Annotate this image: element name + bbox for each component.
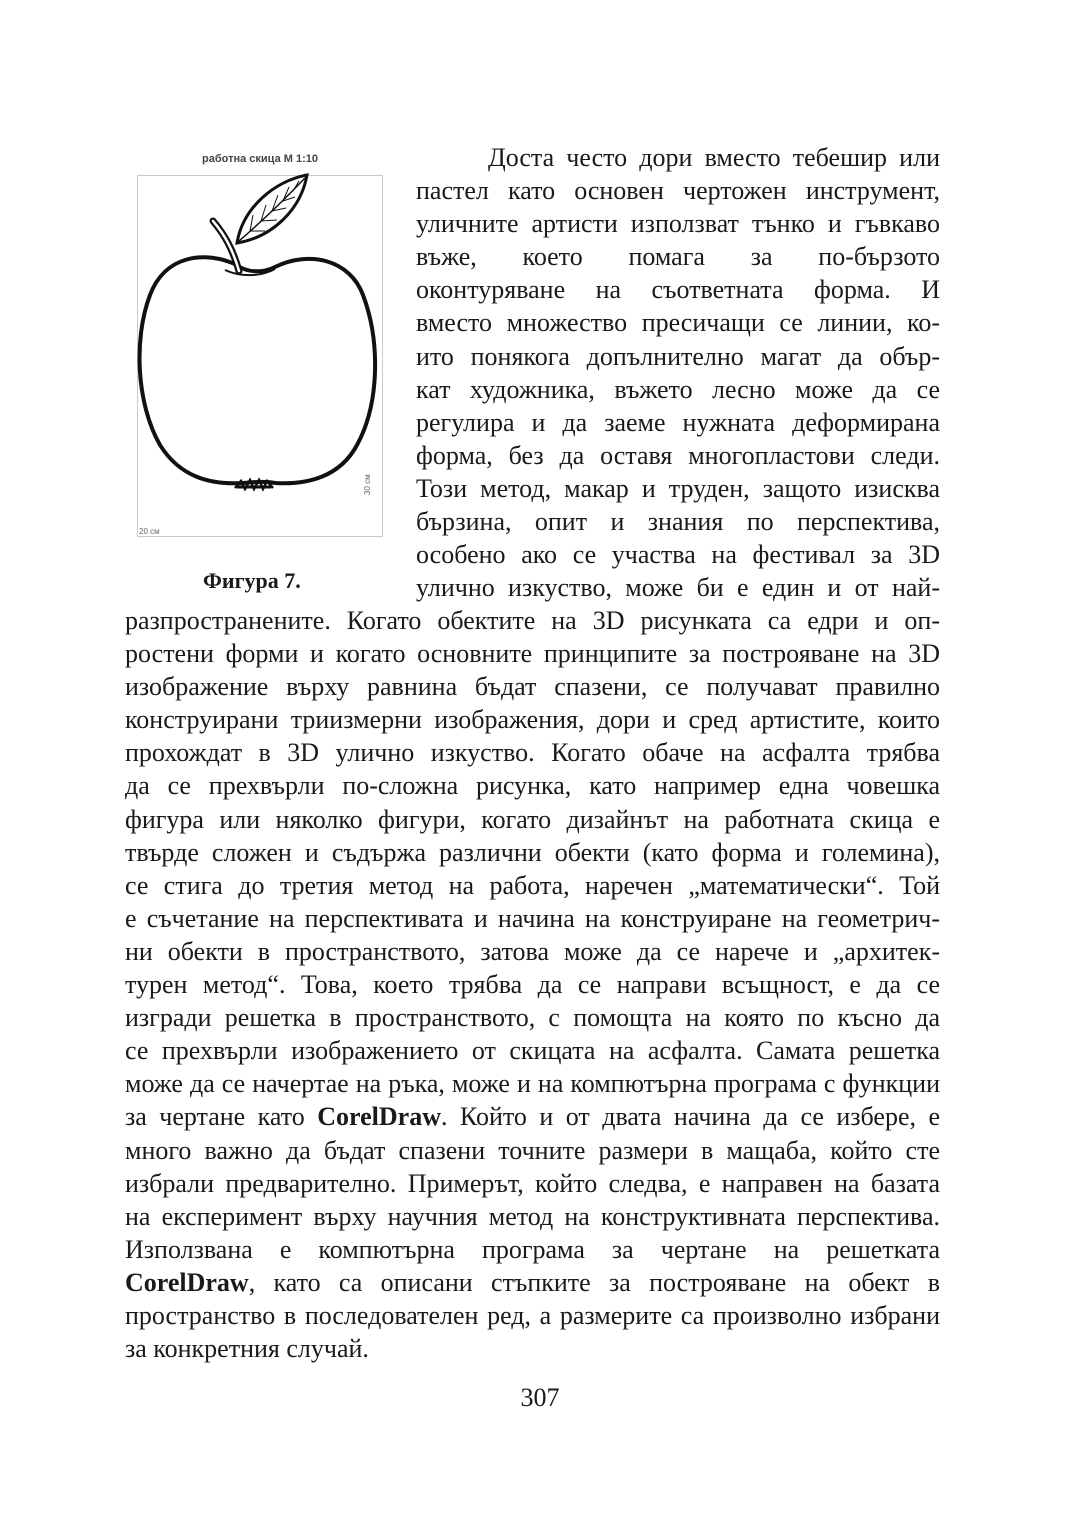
body-text	[125, 604, 940, 1365]
text-line: фигура или няколко фигури, когато дизайнът на работната скица е	[125, 804, 940, 834]
text-line: разпространените. Когато обектите на 3D рисунката са едри и оп-	[125, 606, 940, 635]
bold-term: CorelDraw	[317, 1102, 441, 1132]
text-line: вместо множество пресичащи се линии, ко-	[416, 308, 940, 338]
sketch-title: работна скица М 1:10	[202, 153, 318, 165]
page-number: 307	[520, 1383, 560, 1412]
text-line: на експеримент върху научния метод на конструктивната перспектива.	[125, 1201, 940, 1231]
apple-stem	[213, 221, 239, 271]
text-line: оконтуряване на съответната форма. И	[416, 275, 940, 305]
width-dimension-label: 20 см	[139, 527, 160, 536]
text-line: пастел като основен чертожен инструмент,	[416, 176, 940, 206]
text-line: може да се начертае на ръка, може и на компютърна програма с функции	[125, 1069, 940, 1099]
text-line: е съчетание на перспективата и начина на конструиране на геометрич-	[125, 903, 940, 933]
text-line: за чертане като CorelDraw. Който и от двата начина да се избере, е	[125, 1102, 940, 1132]
text-line: CorelDraw, като са описани стъпките за построяване на обект в	[125, 1267, 940, 1297]
text-line: ито понякога допълнително магат да обър-	[416, 341, 940, 371]
figure-caption: Фигура 7.	[203, 568, 301, 593]
text-line: Доста често дори вместо тебешир или	[488, 143, 940, 172]
text-line: прохождат в 3D улично изкуство. Когато обаче на асфалта трябва	[125, 738, 940, 768]
text-line: много важно да бъдат спазени точните размери в мащаба, който сте	[125, 1135, 940, 1165]
text-line: уличните артисти използват тънко и гъвкаво	[416, 209, 940, 239]
text-line: кат художника, въжето лесно може да се	[416, 374, 940, 404]
text-line: твърде сложен и съдържа различни обекти (като форма и големина),	[125, 837, 940, 867]
text-line: Използвана е компютърна програма за чертане на решетката	[125, 1234, 940, 1264]
right-column-text	[416, 141, 940, 604]
text-line: Този метод, макар и труден, защото изисква	[416, 473, 940, 503]
text-line: форма, без да оставя многопластови следи.	[416, 440, 940, 470]
text-line: улично изкуство, може би е един и от най-	[416, 573, 940, 603]
apple-body-outline	[140, 257, 376, 483]
text-line: особено ако се участва на фестивал за 3D	[416, 540, 940, 570]
height-dimension-label: 30 см	[363, 474, 372, 495]
text-line: за конкретния случай.	[125, 1334, 369, 1364]
text-line: пространство в последователен ред, а размерите са произволно избрани	[125, 1300, 940, 1330]
text-line: ростени форми и когато основните принципите за построяване на 3D	[125, 639, 940, 669]
text-line: въже, което помага за по-бързото	[416, 242, 940, 272]
apple-drawing-icon	[125, 145, 395, 555]
figure-7	[125, 145, 395, 555]
text-line: да се прехвърли по-сложна рисунка, като например една човешка	[125, 771, 940, 801]
text-line: се стига до третия метод на работа, наречен „математически“. Той	[125, 870, 940, 900]
text-line: избрали предварително. Примерът, който следва, е направен на базата	[125, 1168, 940, 1198]
bold-term: CorelDraw	[125, 1267, 249, 1297]
text-line: регулира и да заеме нужната деформирана	[416, 407, 940, 437]
text-line: турен метод“. Това, което трябва да се направи всъщност, е да се	[125, 970, 940, 1000]
text-line: изгради решетка в пространството, с помощта на която по късно да	[125, 1003, 940, 1033]
text-line: изображение върху равнина бъдат спазени, се получават правилно	[125, 672, 940, 702]
text-line: конструирани триизмерни изображения, дори и сред артистите, които	[125, 705, 940, 735]
text-line: се прехвърли изображението от скицата на асфалта. Самата решетка	[125, 1036, 940, 1066]
text-line: ни обекти в пространството, затова може да се нарече и „архитек-	[125, 936, 940, 966]
text-line: бързина, опит и знания по перспектива,	[416, 507, 940, 537]
